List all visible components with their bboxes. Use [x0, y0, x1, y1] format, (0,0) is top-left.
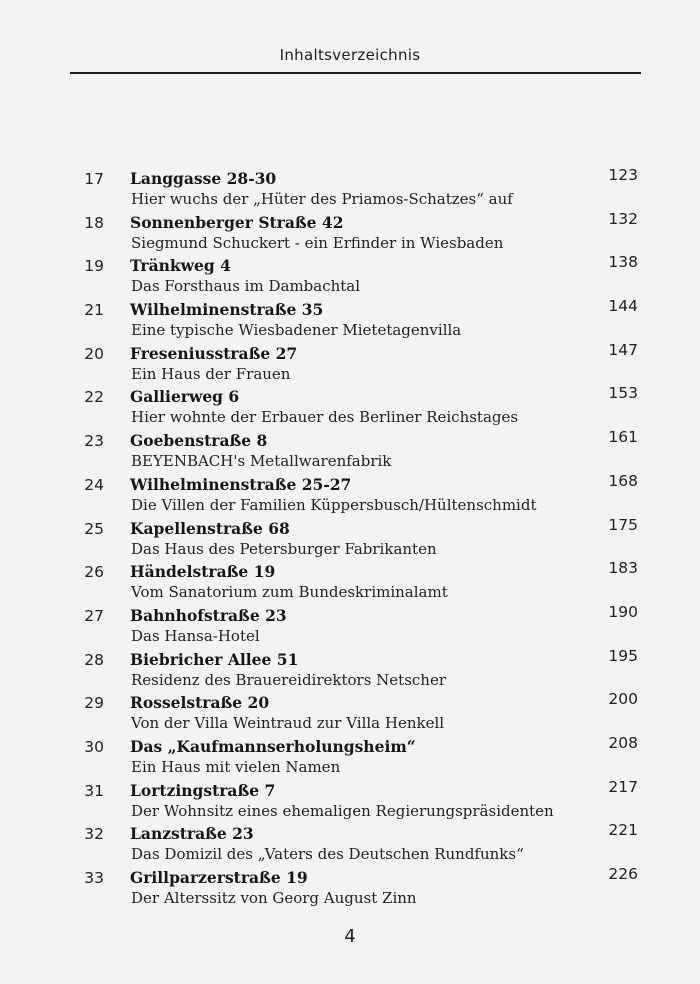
- toc-entry[interactable]: [0, 779, 700, 823]
- entry-number: 24: [84, 475, 104, 494]
- entry-page: 217: [608, 777, 638, 796]
- entry-page: 138: [608, 253, 638, 272]
- entry-number: 23: [84, 432, 104, 451]
- entry-page: 132: [608, 209, 638, 228]
- entry-subtitle: Das Haus des Petersburger Fabrikanten: [131, 539, 437, 558]
- entry-title: Bahnhofstraße 23: [130, 605, 287, 625]
- entry-number: 28: [84, 650, 104, 669]
- entry-subtitle: Residenz des Brauereidirektors Netscher: [131, 670, 447, 689]
- toc-entry[interactable]: [0, 254, 700, 298]
- entry-number: 27: [84, 606, 104, 625]
- entry-subtitle: Ein Haus mit vielen Namen: [131, 757, 341, 776]
- entry-number: 33: [84, 869, 104, 887]
- entry-number: 30: [84, 737, 104, 756]
- entry-subtitle: Hier wuchs der „Hüter des Priamos-Schatzes“ auf: [131, 190, 513, 208]
- entry-page: 161: [608, 428, 638, 447]
- entry-title: Wilhelminenstraße 25-27: [130, 474, 352, 494]
- entry-number: 31: [84, 781, 104, 800]
- toc-entry[interactable]: [0, 167, 700, 211]
- entry-title: Das „Kaufmannserholungsheim“: [130, 736, 416, 756]
- entry-page: 153: [608, 384, 638, 403]
- entry-subtitle: Der Alterssitz von Georg August Zinn: [131, 889, 417, 907]
- entry-page: 123: [608, 166, 638, 184]
- entry-title: Lanzstraße 23: [130, 824, 254, 844]
- entry-subtitle: BEYENBACH's Metallwarenfabrik: [131, 452, 392, 471]
- entry-number: 17: [84, 170, 104, 188]
- toc-entry[interactable]: [0, 691, 700, 735]
- entry-subtitle: Hier wohnte der Erbauer des Berliner Reichstages: [131, 408, 519, 427]
- entry-title: Grillparzerstraße 19: [130, 868, 308, 887]
- entry-subtitle: Ein Haus der Frauen: [131, 364, 291, 383]
- entry-title: Wilhelminenstraße 35: [130, 300, 324, 320]
- running-head: Inhaltsverzeichnis: [279, 46, 421, 64]
- entry-number: 18: [84, 213, 104, 232]
- page-number: 4: [344, 926, 356, 947]
- entry-title: Freseniusstraße 27: [130, 343, 298, 363]
- entry-number: 20: [84, 344, 104, 363]
- entry-page: 221: [608, 821, 638, 840]
- entry-page: 226: [608, 865, 638, 883]
- toc-entry[interactable]: [0, 560, 700, 604]
- entry-title: Händelstraße 19: [130, 562, 276, 582]
- entry-subtitle: Vom Sanatorium zum Bundeskriminalamt: [131, 583, 448, 602]
- toc-entry[interactable]: [0, 298, 700, 342]
- entry-title: Kapellenstraße 68: [130, 518, 290, 538]
- entry-number: 21: [84, 301, 104, 320]
- toc-entry[interactable]: [0, 473, 700, 517]
- entry-title: Langgasse 28-30: [130, 169, 277, 188]
- toc-entry[interactable]: [0, 735, 700, 779]
- toc-entry[interactable]: [0, 866, 700, 910]
- entry-page: 175: [608, 515, 638, 534]
- entry-page: 168: [608, 471, 638, 490]
- entry-title: Gallierweg 6: [130, 387, 240, 407]
- entry-number: 32: [84, 825, 104, 844]
- entry-title: Lortzingstraße 7: [130, 780, 276, 800]
- entry-subtitle: Von der Villa Weintraud zur Villa Henkell: [131, 714, 445, 733]
- entry-number: 22: [84, 388, 104, 407]
- toc-entry[interactable]: [0, 604, 700, 648]
- entry-subtitle: Das Hansa-Hotel: [131, 626, 260, 645]
- entry-subtitle: Der Wohnsitz eines ehemaligen Regierungspräsidenten: [131, 801, 554, 820]
- entry-page: 147: [608, 340, 638, 359]
- entry-page: 195: [608, 646, 638, 665]
- table-of-contents: [0, 167, 700, 910]
- entry-page: 208: [608, 733, 638, 752]
- entry-subtitle: Siegmund Schuckert - ein Erfinder in Wiesbaden: [131, 233, 504, 252]
- entry-subtitle: Eine typische Wiesbadener Mietetagenvilla: [131, 321, 462, 340]
- toc-entry[interactable]: [0, 385, 700, 429]
- entry-title: Biebricher Allee 51: [130, 649, 299, 669]
- toc-entry[interactable]: [0, 517, 700, 561]
- entry-subtitle: Das Forsthaus im Dambachtal: [131, 277, 361, 296]
- toc-entry[interactable]: [0, 429, 700, 473]
- toc-entry[interactable]: [0, 648, 700, 692]
- entry-number: 29: [84, 694, 104, 713]
- entry-page: 144: [608, 297, 638, 316]
- entry-subtitle: Die Villen der Familien Küppersbusch/Hültenschmidt: [131, 495, 537, 514]
- entry-number: 19: [84, 257, 104, 276]
- entry-subtitle: Das Domizil des „Vaters des Deutschen Rundfunks“: [131, 845, 524, 864]
- entry-number: 25: [84, 519, 104, 538]
- entry-number: 26: [84, 563, 104, 582]
- entry-title: Sonnenberger Straße 42: [130, 212, 344, 232]
- entry-title: Rosselstraße 20: [130, 693, 270, 713]
- toc-entry[interactable]: [0, 211, 700, 255]
- header-rule: [70, 72, 641, 74]
- toc-entry[interactable]: [0, 342, 700, 386]
- entry-page: 200: [608, 690, 638, 709]
- entry-title: Goebenstraße 8: [130, 431, 268, 451]
- toc-entry[interactable]: [0, 822, 700, 866]
- entry-page: 190: [608, 602, 638, 621]
- entry-page: 183: [608, 559, 638, 578]
- entry-title: Tränkweg 4: [130, 256, 231, 276]
